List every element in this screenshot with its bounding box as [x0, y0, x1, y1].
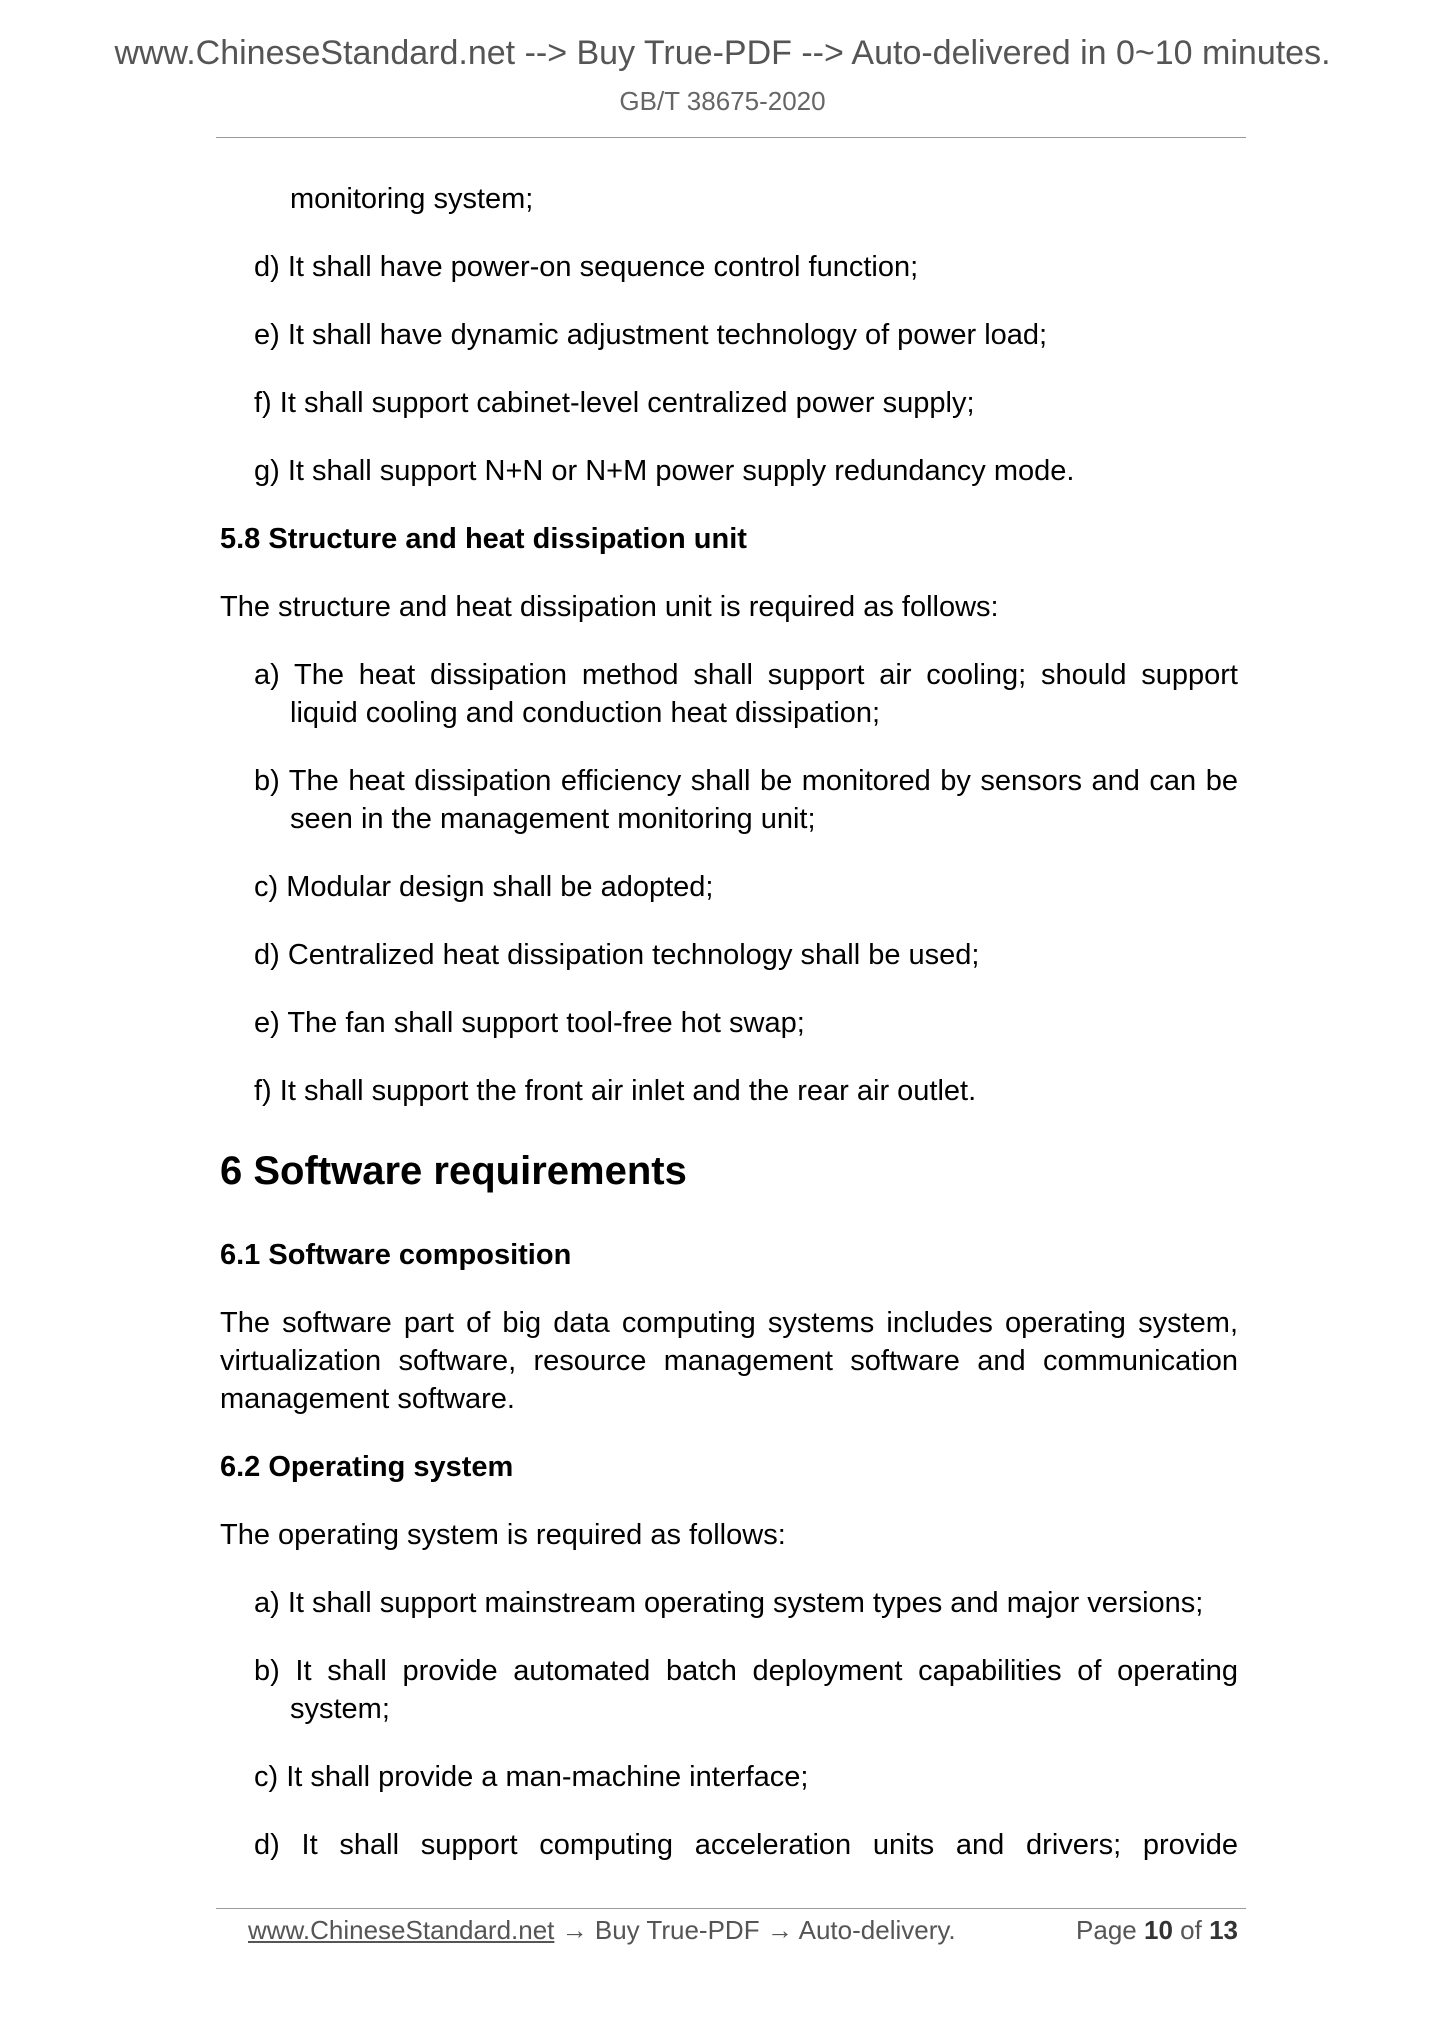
list-item: a) It shall support mainstream operating system types and major versions; — [254, 1587, 1204, 1619]
section-intro: The structure and heat dissipation unit is required as follows: — [220, 591, 999, 623]
standard-code: GB/T 38675-2020 — [619, 86, 826, 116]
header-divider — [216, 137, 1246, 138]
list-item: d) Centralized heat dissipation technology shall be used; — [254, 939, 980, 971]
arrow-icon: → — [766, 1915, 793, 1945]
list-item: b) It shall provide automated batch deployment capabilities of operating system; — [254, 1655, 1238, 1725]
page-number: 10 — [1144, 1915, 1173, 1945]
list-item: d) It shall support computing acceleration units and drivers; provide — [254, 1829, 1238, 1861]
section-intro: The operating system is required as follows: — [220, 1519, 786, 1551]
section-heading-6-2: 6.2 Operating system — [220, 1451, 514, 1483]
list-item: c) It shall provide a man-machine interface; — [254, 1761, 809, 1793]
footer-site-link[interactable]: www.ChineseStandard.net — [248, 1915, 555, 1945]
list-item: c) Modular design shall be adopted; — [254, 871, 714, 903]
list-item: g) It shall support N+N or N+M power supply redundancy mode. — [254, 455, 1075, 487]
section-heading-5-8: 5.8 Structure and heat dissipation unit — [220, 523, 747, 555]
page-indicator — [1076, 1909, 1238, 1951]
page-footer — [248, 1909, 1238, 1951]
chapter-heading-6: 6 Software requirements — [220, 1149, 687, 1193]
list-item: f) It shall support the front air inlet and the rear air outlet. — [254, 1075, 977, 1107]
list-item: e) It shall have dynamic adjustment technology of power load; — [254, 319, 1048, 351]
section-paragraph: The software part of big data computing systems includes operating system, virtualization software, resource management software and communication management software. — [220, 1307, 1238, 1415]
page-label: Page — [1076, 1915, 1137, 1945]
page-content — [220, 180, 1238, 1864]
list-item: d) It shall have power-on sequence control function; — [254, 251, 919, 283]
footer-buy-text: Buy True-PDF — [594, 1915, 760, 1945]
continuation-text: monitoring system; — [290, 183, 534, 215]
list-item: e) The fan shall support tool-free hot swap; — [254, 1007, 805, 1039]
top-banner: www.ChineseStandard.net --> Buy True-PDF --> Auto-delivered in 0~10 minutes. — [114, 34, 1331, 72]
list-item: b) The heat dissipation efficiency shall be monitored by sensors and can be seen in the management monitoring unit; — [254, 765, 1238, 835]
list-item: a) The heat dissipation method shall support air cooling; should support liquid cooling and conduction heat dissipation; — [254, 659, 1238, 729]
arrow-icon: → — [561, 1915, 588, 1945]
section-heading-6-1: 6.1 Software composition — [220, 1239, 572, 1271]
page-total: 13 — [1209, 1915, 1238, 1945]
of-label: of — [1180, 1915, 1202, 1945]
list-item: f) It shall support cabinet-level centralized power supply; — [254, 387, 975, 419]
footer-delivery-text: Auto-delivery. — [798, 1915, 956, 1945]
